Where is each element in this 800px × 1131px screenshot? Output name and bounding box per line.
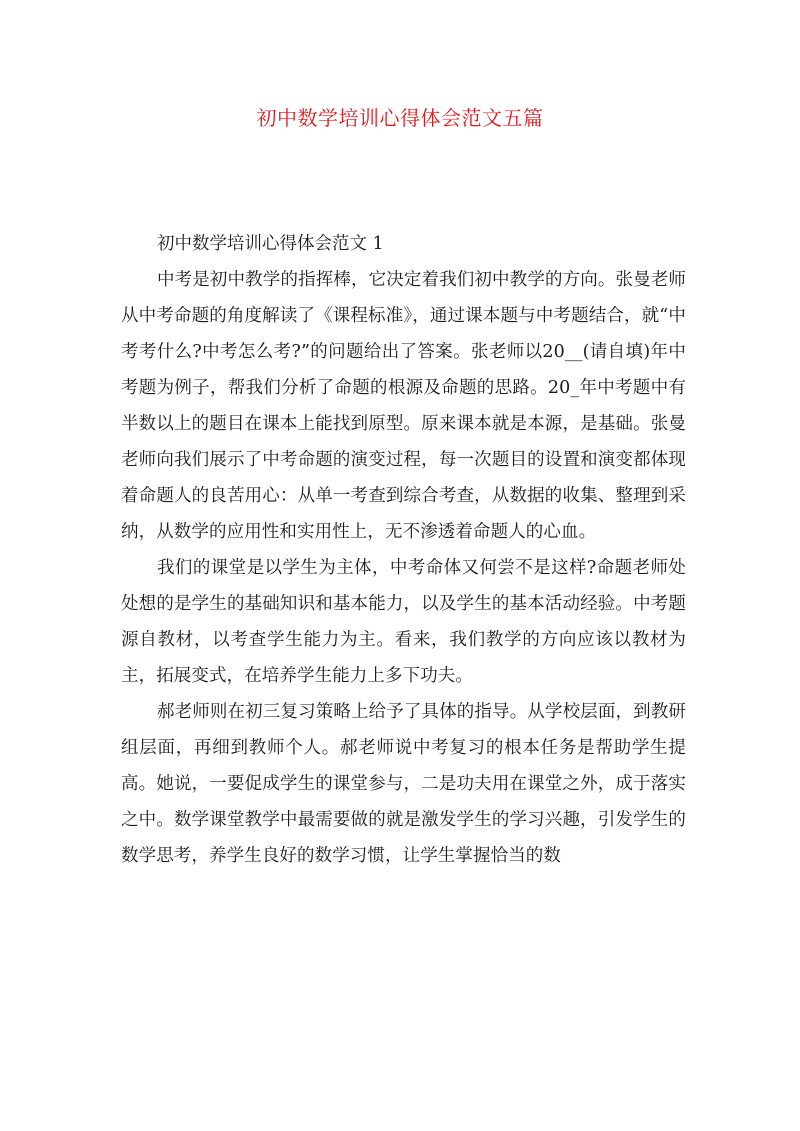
document-title: 初中数学培训心得体会范文五篇 — [256, 106, 544, 130]
section-heading: 初中数学培训心得体会范文 1 — [157, 234, 384, 254]
paragraph-3: 郝老师则在初三复习策略上给予了具体的指导。从学校层面，到教研组层面，再细到教师个人。郝老师说中考复习的根本任务是帮助学生提高。她说，一要促成学生的课堂参与，二是功夫用在课堂之外，成于落实之中。数学课堂教学中最需要做的就是激发学生的学习兴趣，引发学生的数学思考，养学生良好的数学习惯，让学生掌握恰当的数 — [121, 702, 686, 866]
document-body — [121, 226, 686, 874]
paragraph-2: 我们的课堂是以学生为主体，中考命体又何尝不是这样?命题老师处处想的是学生的基础知识和基本能力，以及学生的基本活动经验。中考题源自教材，以考查学生能力为主。看来，我们教学的方向应该以教材为主，拓展变式，在培养学生能力上多下功夫。 — [121, 558, 686, 686]
paragraph-1: 中考是初中教学的指挥棒，它决定着我们初中教学的方向。张曼老师从中考命题的角度解读了《课程标准》，通过课本题与中考题结合，就“中考考什么?中考怎么考?”的问题给出了答案。张老师以20__(请自填)年中考题为例子，帮我们分析了命题的根源及命题的思路。20_年中考题中有半数以上的题目在课本上能找到原型。原来课本就是本源，是基础。张曼老师向我们展示了中考命题的演变过程，每一次题目的设置和演变都体现着命题人的良苦用心：从单一考查到综合考查，从数据的收集、整理到采纳，从数学的应用性和实用性上，无不渗透着命题人的心血。 — [121, 270, 686, 542]
